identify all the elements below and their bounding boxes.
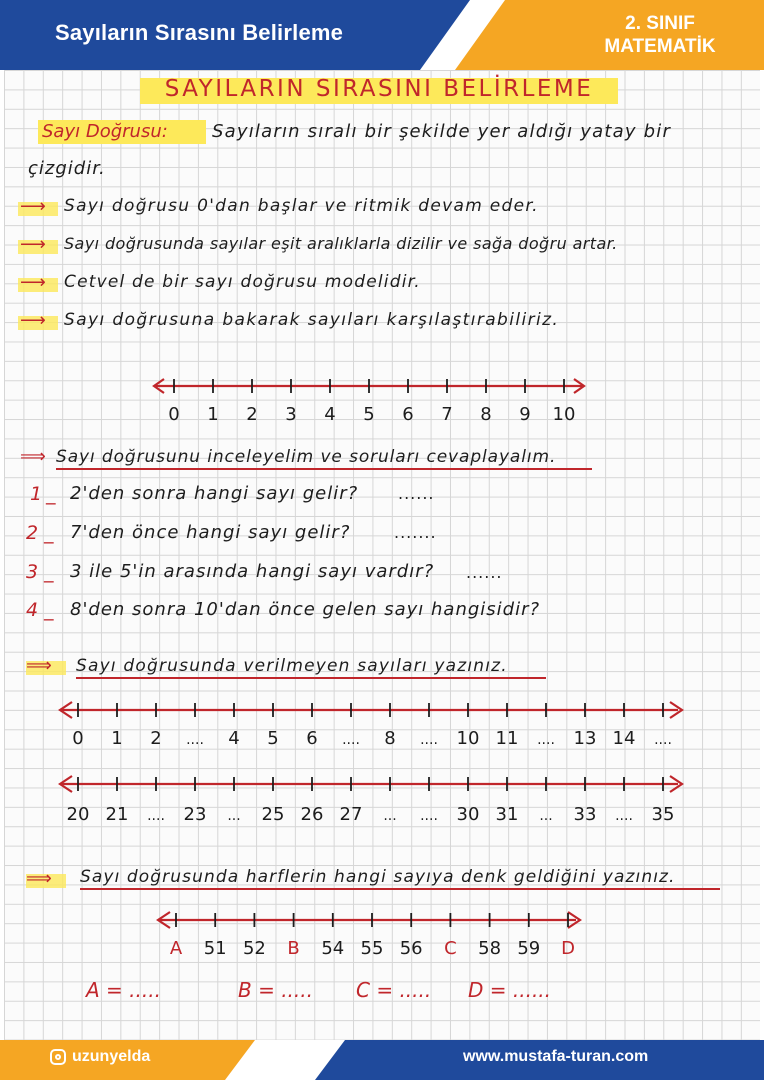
tick-label: 5	[267, 728, 279, 749]
tick-label: 1	[111, 728, 123, 749]
missing-number-blank[interactable]: ....	[420, 732, 438, 748]
tick-label: 6	[306, 728, 318, 749]
tick-label: 54	[321, 938, 345, 959]
question-dash: _	[44, 561, 54, 583]
heading-underline	[56, 468, 592, 470]
tick-label: 4	[228, 728, 240, 749]
question-dash: _	[46, 483, 56, 505]
tick-label: 9	[519, 404, 531, 425]
question-dash: _	[44, 599, 54, 621]
question-4-number: 4	[26, 599, 39, 621]
tick-label: 5	[363, 404, 375, 425]
tick-label: 2	[246, 404, 258, 425]
tick-label: 7	[441, 404, 453, 425]
arrow-icon: ⟹	[20, 446, 46, 467]
question-2-text: 7'den önce hangi sayı gelir?	[70, 522, 351, 543]
header-title: Sayıların Sırasını Belirleme	[55, 20, 344, 45]
answer-c[interactable]: C = .....	[356, 978, 432, 1002]
tick-label: 27	[339, 804, 363, 825]
answer-b[interactable]: B = .....	[238, 978, 313, 1002]
fact-1: Sayı doğrusu 0'dan başlar ve ritmik devam eder.	[64, 196, 539, 216]
missing-number-blank[interactable]: ....	[147, 808, 165, 824]
tick-label: 23	[183, 804, 207, 825]
tick-label: 21	[105, 804, 129, 825]
arrow-icon: ⟹	[26, 868, 52, 889]
section3-heading: Sayı doğrusunda harflerin hangi sayıya denk geldiğini yazınız.	[80, 867, 676, 887]
instagram-handle[interactable]: uzunyelda	[72, 1048, 151, 1065]
arrow-icon: ⟶	[20, 234, 46, 255]
tick-label: 0	[168, 404, 180, 425]
question-3-blank[interactable]: ......	[466, 563, 503, 582]
number-line-a	[56, 698, 686, 722]
letter-label: A	[169, 938, 183, 959]
grade-line-2: MATEMATİK	[604, 36, 716, 57]
section2-heading: Sayı doğrusunda verilmeyen sayıları yazınız.	[76, 656, 508, 676]
website-link[interactable]: www.mustafa-turan.com	[463, 1048, 649, 1065]
missing-number-blank[interactable]: ....	[537, 732, 555, 748]
worksheet-title: SAYILARIN SIRASINI BELİRLEME	[164, 76, 594, 102]
tick-label: 59	[517, 938, 541, 959]
question-3-text: 3 ile 5'in arasında hangi sayı vardır?	[70, 561, 435, 582]
tick-label: 14	[612, 728, 636, 749]
grade-line-1: 2. SINIF	[625, 13, 695, 34]
tick-label: 30	[456, 804, 480, 825]
fact-2: Sayı doğrusunda sayılar eşit aralıklarla dizilir ve sağa doğru artar.	[64, 234, 618, 253]
tick-label: 8	[480, 404, 492, 425]
number-line-c	[154, 908, 584, 932]
fact-4: Sayı doğrusuna bakarak sayıları karşılaştırabiliriz.	[64, 310, 560, 330]
missing-number-blank[interactable]: ...	[227, 808, 241, 824]
question-1-number: 1	[30, 483, 43, 505]
example-number-line	[150, 374, 590, 398]
tick-label: 6	[402, 404, 414, 425]
tick-label: 13	[573, 728, 597, 749]
arrow-icon: ⟹	[26, 655, 52, 676]
tick-label: 3	[285, 404, 297, 425]
definition-text-1: Sayıların sıralı bir şekilde yer aldığı yatay bir	[212, 121, 672, 142]
tick-label: 55	[360, 938, 384, 959]
letter-label: B	[287, 938, 300, 959]
grade-label	[575, 12, 745, 58]
answer-d[interactable]: D = ......	[468, 978, 552, 1002]
tick-label: 31	[495, 804, 519, 825]
definition-text-2: çizgidir.	[28, 158, 106, 179]
tick-label: 25	[261, 804, 285, 825]
missing-number-blank[interactable]: ....	[420, 808, 438, 824]
tick-label: 1	[207, 404, 219, 425]
missing-number-blank[interactable]: ...	[539, 808, 553, 824]
missing-number-blank[interactable]: ....	[342, 732, 360, 748]
fact-3: Cetvel de bir sayı doğrusu modelidir.	[64, 272, 421, 292]
letter-label: D	[561, 938, 575, 959]
missing-number-blank[interactable]: ....	[615, 808, 633, 824]
arrow-icon: ⟶	[20, 196, 46, 217]
arrow-icon: ⟶	[20, 310, 46, 331]
question-4-text: 8'den sonra 10'dan önce gelen sayı hangisidir?	[70, 599, 541, 620]
tick-label: 4	[324, 404, 336, 425]
tick-label: 0	[72, 728, 84, 749]
tick-label: 26	[300, 804, 324, 825]
tick-label: 2	[150, 728, 162, 749]
letter-label: C	[444, 938, 457, 959]
number-line-b	[56, 772, 686, 796]
missing-number-blank[interactable]: ...	[383, 808, 397, 824]
tick-label: 8	[384, 728, 396, 749]
tick-label: 58	[478, 938, 502, 959]
question-2-number: 2	[26, 522, 39, 544]
definition-term: Sayı Doğrusu:	[42, 121, 168, 142]
question-1-blank[interactable]: ......	[398, 484, 435, 503]
question-dash: _	[44, 522, 54, 544]
instagram-icon	[50, 1049, 66, 1065]
question-2-blank[interactable]: .......	[394, 523, 437, 542]
missing-number-blank[interactable]: ....	[654, 732, 672, 748]
tick-label: 10	[456, 728, 480, 749]
tick-label: 10	[552, 404, 576, 425]
question-3-number: 3	[26, 561, 39, 583]
tick-label: 52	[242, 938, 266, 959]
question-1-text: 2'den sonra hangi sayı gelir?	[70, 483, 359, 504]
missing-number-blank[interactable]: ....	[186, 732, 204, 748]
arrow-icon: ⟶	[20, 272, 46, 293]
tick-label: 20	[66, 804, 90, 825]
heading-underline	[76, 677, 546, 679]
tick-label: 51	[203, 938, 227, 959]
tick-label: 11	[495, 728, 519, 749]
answer-a[interactable]: A = .....	[86, 978, 161, 1002]
heading-underline	[80, 888, 720, 890]
tick-label: 56	[399, 938, 423, 959]
tick-label: 35	[651, 804, 675, 825]
tick-label: 33	[573, 804, 597, 825]
section1-heading: Sayı doğrusunu inceleyelim ve soruları cevaplayalım.	[56, 447, 557, 467]
